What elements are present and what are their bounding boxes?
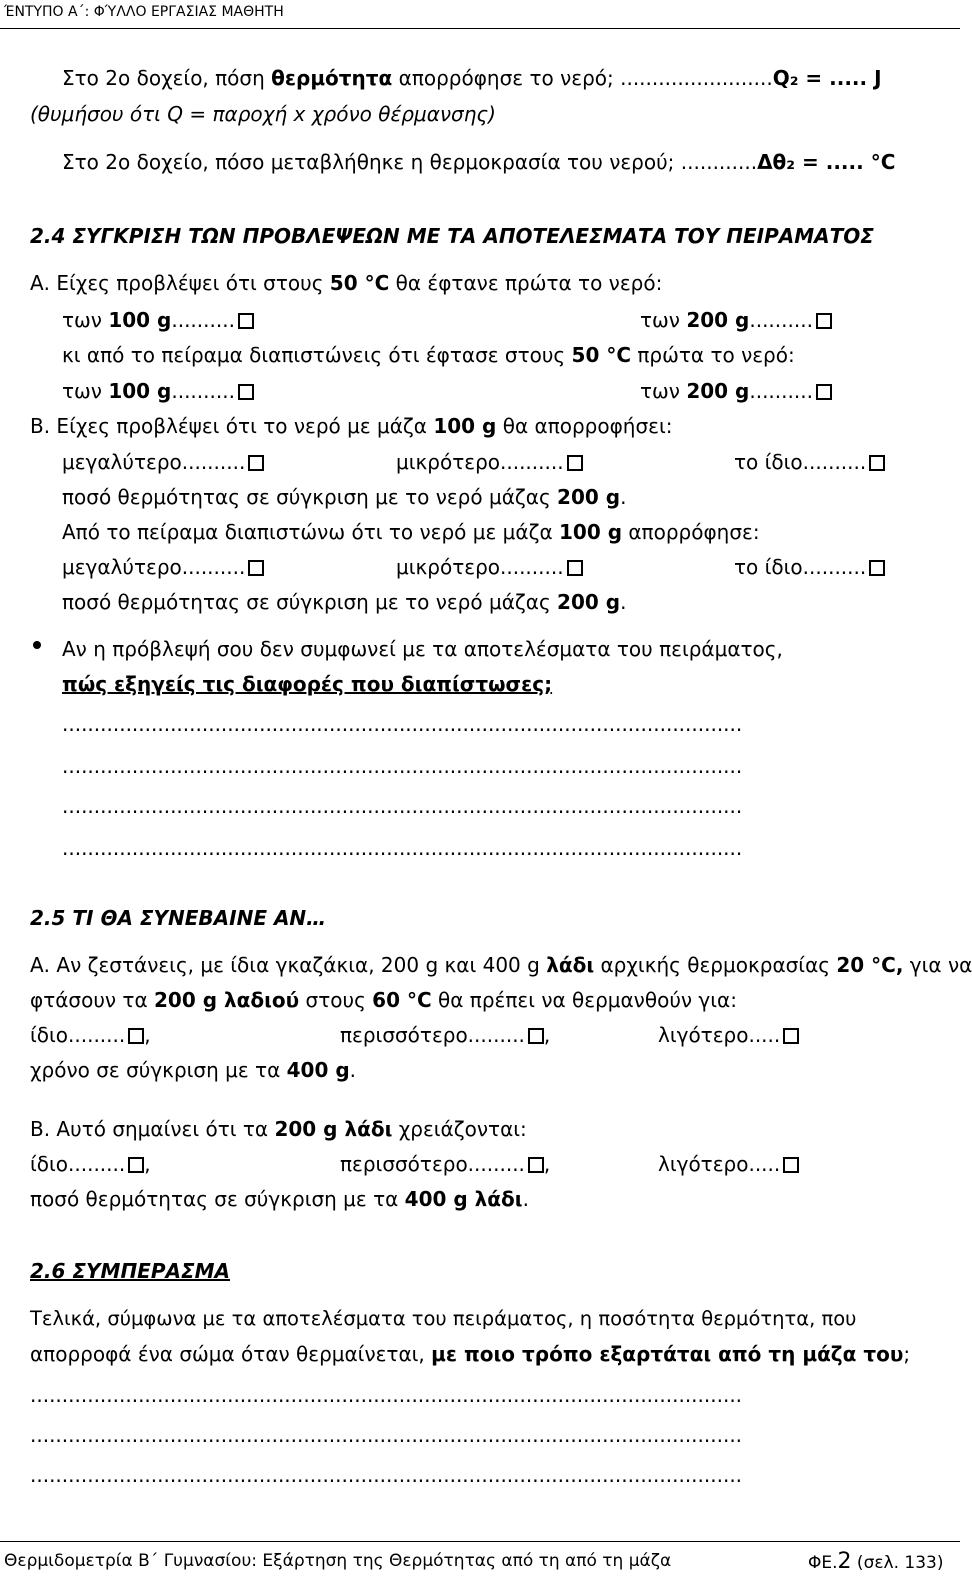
experiment-b-text-end: απορρόφησε: — [622, 520, 760, 544]
answer-dots[interactable]: ........................ — [620, 66, 773, 90]
experiment-b-text: Από το πείραμα διαπιστώνω ότι το νερό με μάζα — [62, 520, 559, 544]
prediction-a-text: Α. Είχες προβλέψει ότι στους — [30, 271, 330, 295]
comma: , — [543, 1152, 551, 1176]
period: . — [620, 485, 627, 509]
option-label: των — [640, 379, 687, 403]
dots: .......... — [181, 555, 246, 579]
bullet-question: Αν η πρόβλεψή σου δεν συμφωνεί με τα αποτελέσματα του πειράματος, — [62, 637, 783, 661]
temp-50: 50 °C — [329, 271, 390, 295]
checkbox-same-predict[interactable] — [869, 455, 885, 471]
answer-q2[interactable]: Q₂ = ..... J — [772, 66, 882, 90]
option-label: μεγαλύτερο — [62, 555, 182, 579]
option-label: λιγότερο..... — [658, 1152, 781, 1176]
dots: .......... — [749, 308, 813, 332]
footer-prefix: ΦΕ. — [808, 1553, 838, 1573]
dots: .......... — [500, 555, 564, 579]
comma: , — [543, 1023, 551, 1047]
answer-line[interactable]: ........................................................................................................... — [62, 712, 743, 736]
footer-page — [808, 1549, 943, 1575]
oil-200g: 200 g λάδι — [274, 1117, 393, 1141]
option-label: περισσότερο......... — [340, 1152, 525, 1176]
prediction-a-text-end: θα έφτανε πρώτα το νερό: — [389, 271, 663, 295]
period: . — [349, 1058, 357, 1082]
option-less-heat — [658, 1152, 799, 1176]
text: για να — [903, 953, 972, 977]
option-200g-result — [640, 379, 832, 403]
bullet-question-bold: πώς εξηγείς τις διαφορές που διαπίστωσες; — [62, 672, 553, 696]
option-more-heat — [340, 1152, 550, 1176]
prediction-b-text: Β. Είχες προβλέψει ότι το νερό με μάζα — [30, 414, 434, 438]
answer-dtheta2[interactable]: Δθ₂ = ..... °C — [757, 150, 896, 174]
comma: , — [144, 1152, 151, 1176]
mass-400g: 400 g — [286, 1058, 350, 1082]
hint-text: (θυμήσου ότι Q = παροχή x χρόνο θέρμανσης) — [30, 102, 496, 126]
text: χρειάζονται: — [392, 1117, 527, 1141]
option-more-result — [62, 555, 264, 579]
temp-20: 20 °C, — [836, 953, 904, 977]
prediction-a — [30, 271, 662, 295]
mass-200g: 200 g — [557, 590, 621, 614]
question-temp-text: Στο 2ο δοχείο, πόσο μεταβλήθηκε η θερμοκρασία του νερού; — [62, 150, 681, 174]
section-2-5-title: 2.5 ΤΙ ΘΑ ΣΥΝΕΒΑΙΝΕ ΑΝ… — [30, 906, 327, 930]
question-heat-text-end: απορρόφησε το νερό; — [392, 66, 621, 90]
prediction-b-text-end: θα απορροφήσει: — [496, 414, 673, 438]
footer-title: Θερμιδομετρία Β΄ Γυμνασίου: Εξάρτηση της Θερμότητας από τη από τη μάζα — [4, 1551, 672, 1571]
checkbox-200g-predict[interactable] — [816, 313, 832, 329]
dots: .......... — [171, 379, 235, 403]
checkbox-more-result[interactable] — [248, 560, 264, 576]
experiment-a-text: κι από το πείραμα διαπιστώνεις ότι έφτασε στους — [62, 343, 572, 367]
page-header: ΈΝΤΥΠΟ Α΄: ΦΎΛΛΟ ΕΡΓΑΣΙΑΣ ΜΑΘΗΤΗ — [4, 4, 284, 20]
option-label: ίδιο......... — [30, 1023, 126, 1047]
checkbox-less-result[interactable] — [567, 560, 583, 576]
answer-line[interactable]: ........................................................................................................... — [62, 794, 743, 818]
option-100g-predict — [62, 308, 254, 332]
header-divider — [0, 28, 960, 29]
option-label: των — [62, 308, 109, 332]
dots: .......... — [802, 555, 867, 579]
checkbox-more-predict[interactable] — [248, 455, 264, 471]
amount-compare-1 — [62, 485, 626, 509]
checkbox-200g-result[interactable] — [816, 384, 832, 400]
mass-200g: 200 g — [686, 308, 750, 332]
option-200g-predict — [640, 308, 832, 332]
option-same-heat — [30, 1152, 151, 1176]
text: Β. Αυτό σημαίνει ότι τα — [30, 1117, 275, 1141]
mass-100g: 100 g — [108, 379, 172, 403]
option-label: μικρότερο — [396, 555, 500, 579]
conclusion-question: με ποιο τρόπο εξαρτάται από τη μάζα του — [431, 1342, 904, 1366]
experiment-a-text-end: πρώτα το νερό: — [631, 343, 795, 367]
answer-line[interactable]: ................................................................................................................ — [30, 1423, 743, 1447]
option-same-predict — [734, 450, 885, 474]
answer-line[interactable]: ................................................................................................................ — [30, 1383, 743, 1407]
answer-dots[interactable]: ............ — [680, 150, 758, 174]
option-label: των — [62, 379, 109, 403]
option-label: μικρότερο — [396, 450, 500, 474]
temp-50: 50 °C — [571, 343, 632, 367]
footer-sheet-number: 2 — [837, 1549, 852, 1574]
checkbox-less-predict[interactable] — [567, 455, 583, 471]
option-label: το ίδιο — [734, 555, 803, 579]
option-label: μεγαλύτερο — [62, 450, 182, 474]
scenario-b-line3 — [30, 1187, 529, 1211]
checkbox-same-result[interactable] — [869, 560, 885, 576]
text: Α. Αν ζεστάνεις, με ίδια γκαζάκια, 200 g και 400 g — [30, 953, 547, 977]
option-less-predict — [396, 450, 583, 474]
answer-line[interactable]: ........................................................................................................... — [62, 836, 743, 860]
scenario-b-line1 — [30, 1117, 527, 1141]
temp-60: 60 °C — [372, 988, 432, 1012]
conclusion-line1: Τελικά, σύμφωνα με τα αποτελέσματα του πειράματος, η ποσότητα θερμότητα, που — [30, 1307, 857, 1330]
mass-100g: 100 g — [558, 520, 623, 544]
period: . — [620, 590, 627, 614]
text: απορροφά ένα σώμα όταν θερμαίνεται, — [30, 1342, 432, 1366]
experiment-b — [62, 520, 760, 544]
text: ; — [903, 1342, 911, 1366]
option-more-time — [340, 1023, 550, 1047]
text: στους — [299, 988, 373, 1012]
checkbox-100g-result[interactable] — [238, 384, 254, 400]
question-heat-keyword: θερμότητα — [271, 66, 393, 90]
prediction-b — [30, 414, 672, 438]
footer-divider — [0, 1541, 960, 1542]
dots: .......... — [802, 450, 867, 474]
dots: .......... — [181, 450, 246, 474]
question-heat — [62, 66, 882, 90]
option-same-result — [734, 555, 885, 579]
bullet-icon — [33, 641, 41, 649]
text: αρχικής θερμοκρασίας — [594, 953, 837, 977]
option-100g-result — [62, 379, 254, 403]
option-same-time — [30, 1023, 151, 1047]
text: φτάσουν τα — [30, 988, 155, 1012]
option-label: των — [640, 308, 687, 332]
footer-page-number: (σελ. 133) — [851, 1553, 944, 1573]
checkbox-less-time[interactable] — [783, 1028, 799, 1044]
question-temp — [62, 150, 895, 174]
option-less-result — [396, 555, 583, 579]
oil-label: λάδι — [546, 953, 595, 977]
checkbox-100g-predict[interactable] — [238, 313, 254, 329]
mass-200g: 200 g — [686, 379, 750, 403]
option-label: ίδιο......... — [30, 1152, 126, 1176]
text: χρόνο σε σύγκριση με τα — [30, 1058, 287, 1082]
dots: .......... — [500, 450, 564, 474]
option-less-time — [658, 1023, 799, 1047]
section-2-4-title: 2.4 ΣΥΓΚΡΙΣΗ ΤΩΝ ΠΡΟΒΛΕΨΕΩΝ ΜΕ ΤΑ ΑΠΟΤΕΛΕΣΜΑΤΑ ΤΟΥ ΠΕΙΡΑΜΑΤΟΣ — [30, 224, 874, 248]
mass-100g: 100 g — [108, 308, 172, 332]
scenario-a-line1 — [30, 953, 972, 977]
checkbox-same-time[interactable] — [128, 1028, 144, 1044]
checkbox-more-time[interactable] — [528, 1028, 544, 1044]
checkbox-same-heat[interactable] — [128, 1157, 144, 1173]
amount-text: ποσό θερμότητας σε σύγκριση με το νερό μάζας — [62, 590, 558, 614]
question-heat-text: Στο 2ο δοχείο, πόση — [62, 66, 272, 90]
comma: , — [144, 1023, 151, 1047]
answer-line[interactable]: ................................................................................................................ — [30, 1463, 743, 1487]
option-label: το ίδιο — [734, 450, 803, 474]
oil-400g: 400 g λάδι — [404, 1187, 523, 1211]
experiment-a — [62, 343, 795, 367]
oil-200g: 200 g λαδιού — [154, 988, 300, 1012]
scenario-a-line3 — [30, 1058, 356, 1082]
checkbox-more-heat[interactable] — [528, 1157, 544, 1173]
mass-200g: 200 g — [557, 485, 621, 509]
scenario-a-line2 — [30, 988, 737, 1012]
amount-compare-2 — [62, 590, 626, 614]
option-label: λιγότερο..... — [658, 1023, 781, 1047]
conclusion-line2 — [30, 1342, 910, 1366]
section-2-6-title: 2.6 ΣΥΜΠΕΡΑΣΜΑ — [30, 1259, 231, 1283]
amount-text: ποσό θερμότητας σε σύγκριση με το νερό μάζας — [62, 485, 558, 509]
answer-line[interactable]: ........................................................................................................... — [62, 754, 743, 778]
mass-100g: 100 g — [433, 414, 497, 438]
dots: .......... — [171, 308, 235, 332]
text: ποσό θερμότητας σε σύγκριση με τα — [30, 1187, 405, 1211]
text: θα πρέπει να θερμανθούν για: — [431, 988, 737, 1012]
period: . — [522, 1187, 529, 1211]
option-more-predict — [62, 450, 264, 474]
dots: .......... — [749, 379, 813, 403]
option-label: περισσότερο......... — [340, 1023, 525, 1047]
checkbox-less-heat[interactable] — [783, 1157, 799, 1173]
